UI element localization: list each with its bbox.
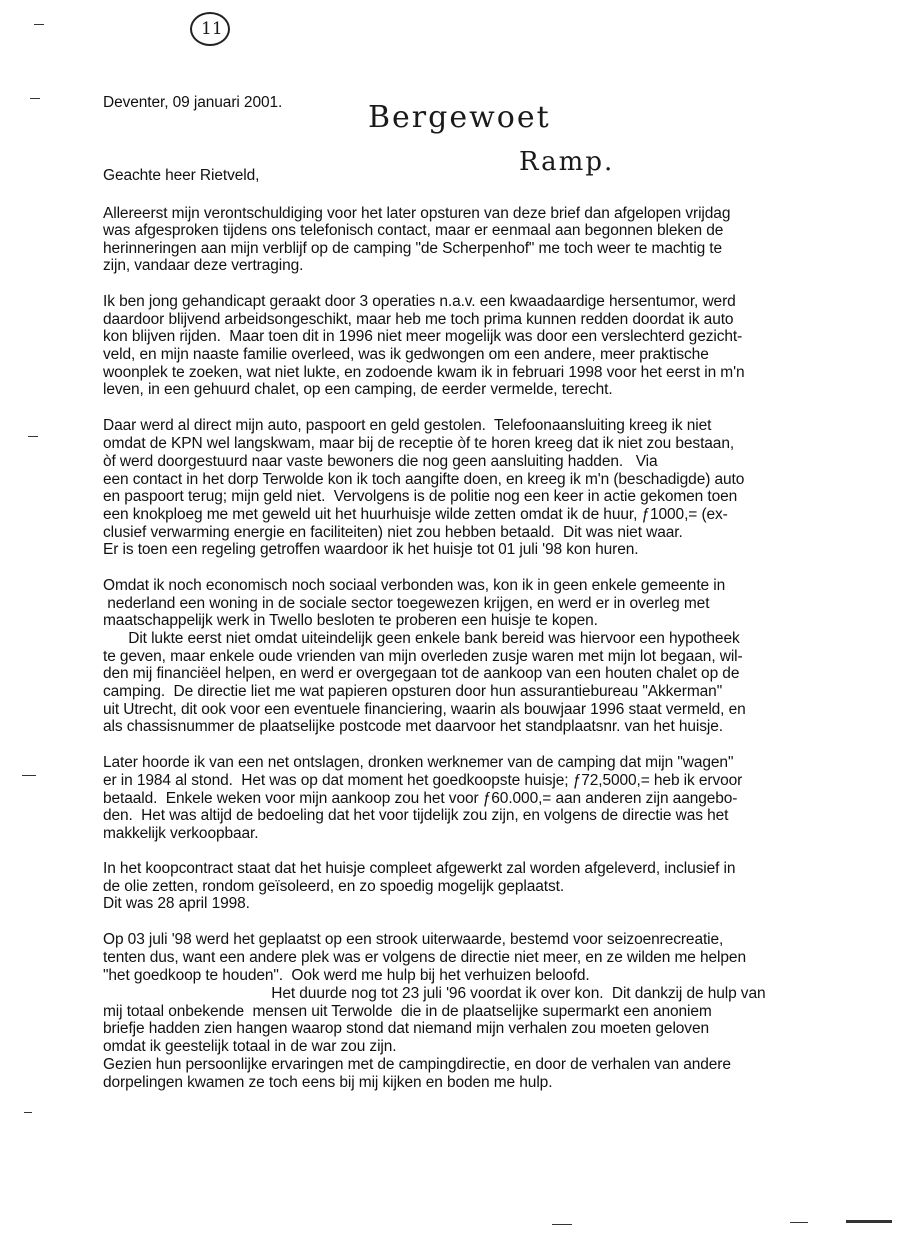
- letter-line: Op 03 juli '98 werd het geplaatst op een strook uiterwaarde, bestemd voor seizoenrecreatie,: [103, 931, 724, 948]
- letter-line: te geven, maar enkele oude vrienden van mijn overleden zusje waren met mijn lot begaan, wil-: [103, 648, 743, 665]
- letter-line: den. Het was altijd de bedoeling dat het voor tijdelijk zou zijn, en volgens de directie was het: [103, 807, 729, 824]
- letter-line: uit Utrecht, dit ook voor een eventuele financiering, waarin als bouwjaar 1996 staat vermeld, en: [103, 701, 746, 718]
- letter-line: nederland een woning in de sociale sector toegewezen krijgen, en werd er in overleg met: [103, 595, 710, 612]
- page-number-stamp-text: 11: [201, 19, 223, 39]
- letter-line: Dit was 28 april 1998.: [103, 895, 250, 912]
- letter-line: Allereerst mijn verontschuldiging voor het later opsturen van deze brief dan afgelopen vrijdag: [103, 205, 731, 222]
- scan-speck: [790, 1222, 808, 1223]
- letter-line: betaald. Enkele weken voor mijn aankoop zou het voor ƒ60.000,= aan anderen zijn aangebo-: [103, 790, 738, 807]
- letter-line: er in 1984 al stond. Het was op dat moment het goedkoopste huisje; ƒ72,5000,= heb ik ervoor: [103, 772, 743, 789]
- letter-line: daardoor blijvend arbeidsongeschikt, maar heb me toch prima kunnen redden doordat ik auto: [103, 311, 734, 328]
- scan-speck: [846, 1220, 892, 1223]
- letter-line: de olie zetten, rondom geïsoleerd, en zo spoedig mogelijk geplaatst.: [103, 878, 565, 895]
- scan-speck: [552, 1224, 572, 1225]
- letter-line: Gezien hun persoonlijke ervaringen met de campingdirectie, en door de verhalen van andere: [103, 1056, 731, 1073]
- letter-line: Dit lukte eerst niet omdat uiteindelijk geen enkele bank bereid was hiervoor een hypotheek: [103, 630, 740, 647]
- scan-speck: [24, 1112, 32, 1113]
- letter-line: briefje hadden zien hangen waarop stond dat niemand mijn verhalen zou moeten geloven: [103, 1020, 709, 1037]
- letter-line: omdat de KPN wel langskwam, maar bij de receptie òf te horen kreeg dat ik niet zou bestaan,: [103, 435, 735, 452]
- scan-speck: [28, 436, 38, 437]
- handwritten-note-line-1: Bergewoet: [368, 100, 551, 135]
- letter-line: Er is toen een regeling getroffen waardoor ik het huisje tot 01 juli '98 kon huren.: [103, 541, 639, 558]
- letter-line: maatschappelijk werk in Twello besloten te proberen een huisje te kopen.: [103, 612, 598, 629]
- letter-line: omdat ik geestelijk totaal in de war zou zijn.: [103, 1038, 397, 1055]
- letter-line: als chassisnummer de plaatselijke postcode met daarvoor het standplaatsnr. van het huisje.: [103, 718, 723, 735]
- letter-line: Omdat ik noch economisch noch sociaal verbonden was, kon ik in geen enkele gemeente in: [103, 577, 726, 594]
- letter-line: tenten dus, want een andere plek was er volgens de directie niet meer, en ze wilden me helpen: [103, 949, 746, 966]
- letter-line: camping. De directie liet me wat papieren opsturen door hun assurantiebureau "Akkerman": [103, 683, 723, 700]
- letter-line: een contact in het dorp Terwolde kon ik toch aangifte doen, en kreeg ik m'n (beschadigde) auto: [103, 471, 745, 488]
- letter-line: herinneringen aan mijn verblijf op de camping "de Scherpenhof" me toch weer te machtig te: [103, 240, 723, 257]
- letter-line: clusief verwarming energie en faciliteiten) niet zou hebben betaald. Dit was niet waar.: [103, 524, 683, 541]
- letter-line: makkelijk verkoopbaar.: [103, 825, 259, 842]
- letter-line: In het koopcontract staat dat het huisje compleet afgewerkt zal worden afgeleverd, inclusief in: [103, 860, 736, 877]
- letter-line: Later hoorde ik van een net ontslagen, dronken werknemer van de camping dat mijn "wagen": [103, 754, 734, 771]
- letter-line: òf werd doorgestuurd naar vaste bewoners die nog geen aansluiting hadden. Via: [103, 453, 658, 470]
- letter-line: en paspoort terug; mijn geld niet. Vervolgens is de politie nog een keer in actie gekomen toen: [103, 488, 738, 505]
- letter-line: zijn, vandaar deze vertraging.: [103, 257, 304, 274]
- letter-line: was afgesproken tijdens ons telefonisch contact, maar er eenmaal aan begonnen bleken de: [103, 222, 724, 239]
- salutation: Geachte heer Rietveld,: [103, 167, 260, 184]
- letter-line: Ik ben jong gehandicapt geraakt door 3 operaties n.a.v. een kwaadaardige hersentumor, werd: [103, 293, 736, 310]
- letter-line: dorpelingen kwamen ze toch eens bij mij kijken en boden me hulp.: [103, 1074, 553, 1091]
- letter-line: den mij financiëel helpen, en werd er overgegaan tot de aankoop van een houten chalet op de: [103, 665, 740, 682]
- letter-line: Het duurde nog tot 23 juli '96 voordat ik over kon. Dit dankzij de hulp van: [103, 985, 766, 1002]
- scan-speck: [30, 98, 40, 99]
- letter-line: woonplek te zoeken, wat niet lukte, en zodoende kwam ik in februari 1998 voor het eerst in m'n: [103, 364, 745, 381]
- letter-line: "het goedkoop te houden". Ook werd me hulp bij het verhuizen beloofd.: [103, 967, 590, 984]
- letter-line: leven, in een gehuurd chalet, op een camping, de eerder vermelde, terecht.: [103, 381, 613, 398]
- scan-speck: [34, 24, 44, 25]
- scan-speck: [22, 775, 36, 776]
- letter-line: Daar werd al direct mijn auto, paspoort en geld gestolen. Telefoonaansluiting kreeg ik niet: [103, 417, 712, 434]
- letter-line: mij totaal onbekende mensen uit Terwolde die in de plaatselijke supermarkt een anoniem: [103, 1003, 712, 1020]
- date-line: Deventer, 09 januari 2001.: [103, 94, 283, 111]
- letter-line: een knokploeg me met geweld uit het huurhuisje wilde zetten omdat ik de huur, ƒ1000,= (ex-: [103, 506, 728, 523]
- handwritten-note-line-2: Ramp.: [519, 147, 615, 177]
- letter-line: kon blijven rijden. Maar toen dit in 1996 niet meer mogelijk was door een verslechterd gezicht-: [103, 328, 743, 345]
- letter-line: veld, en mijn naaste familie overleed, was ik gedwongen om een andere, meer praktische: [103, 346, 709, 363]
